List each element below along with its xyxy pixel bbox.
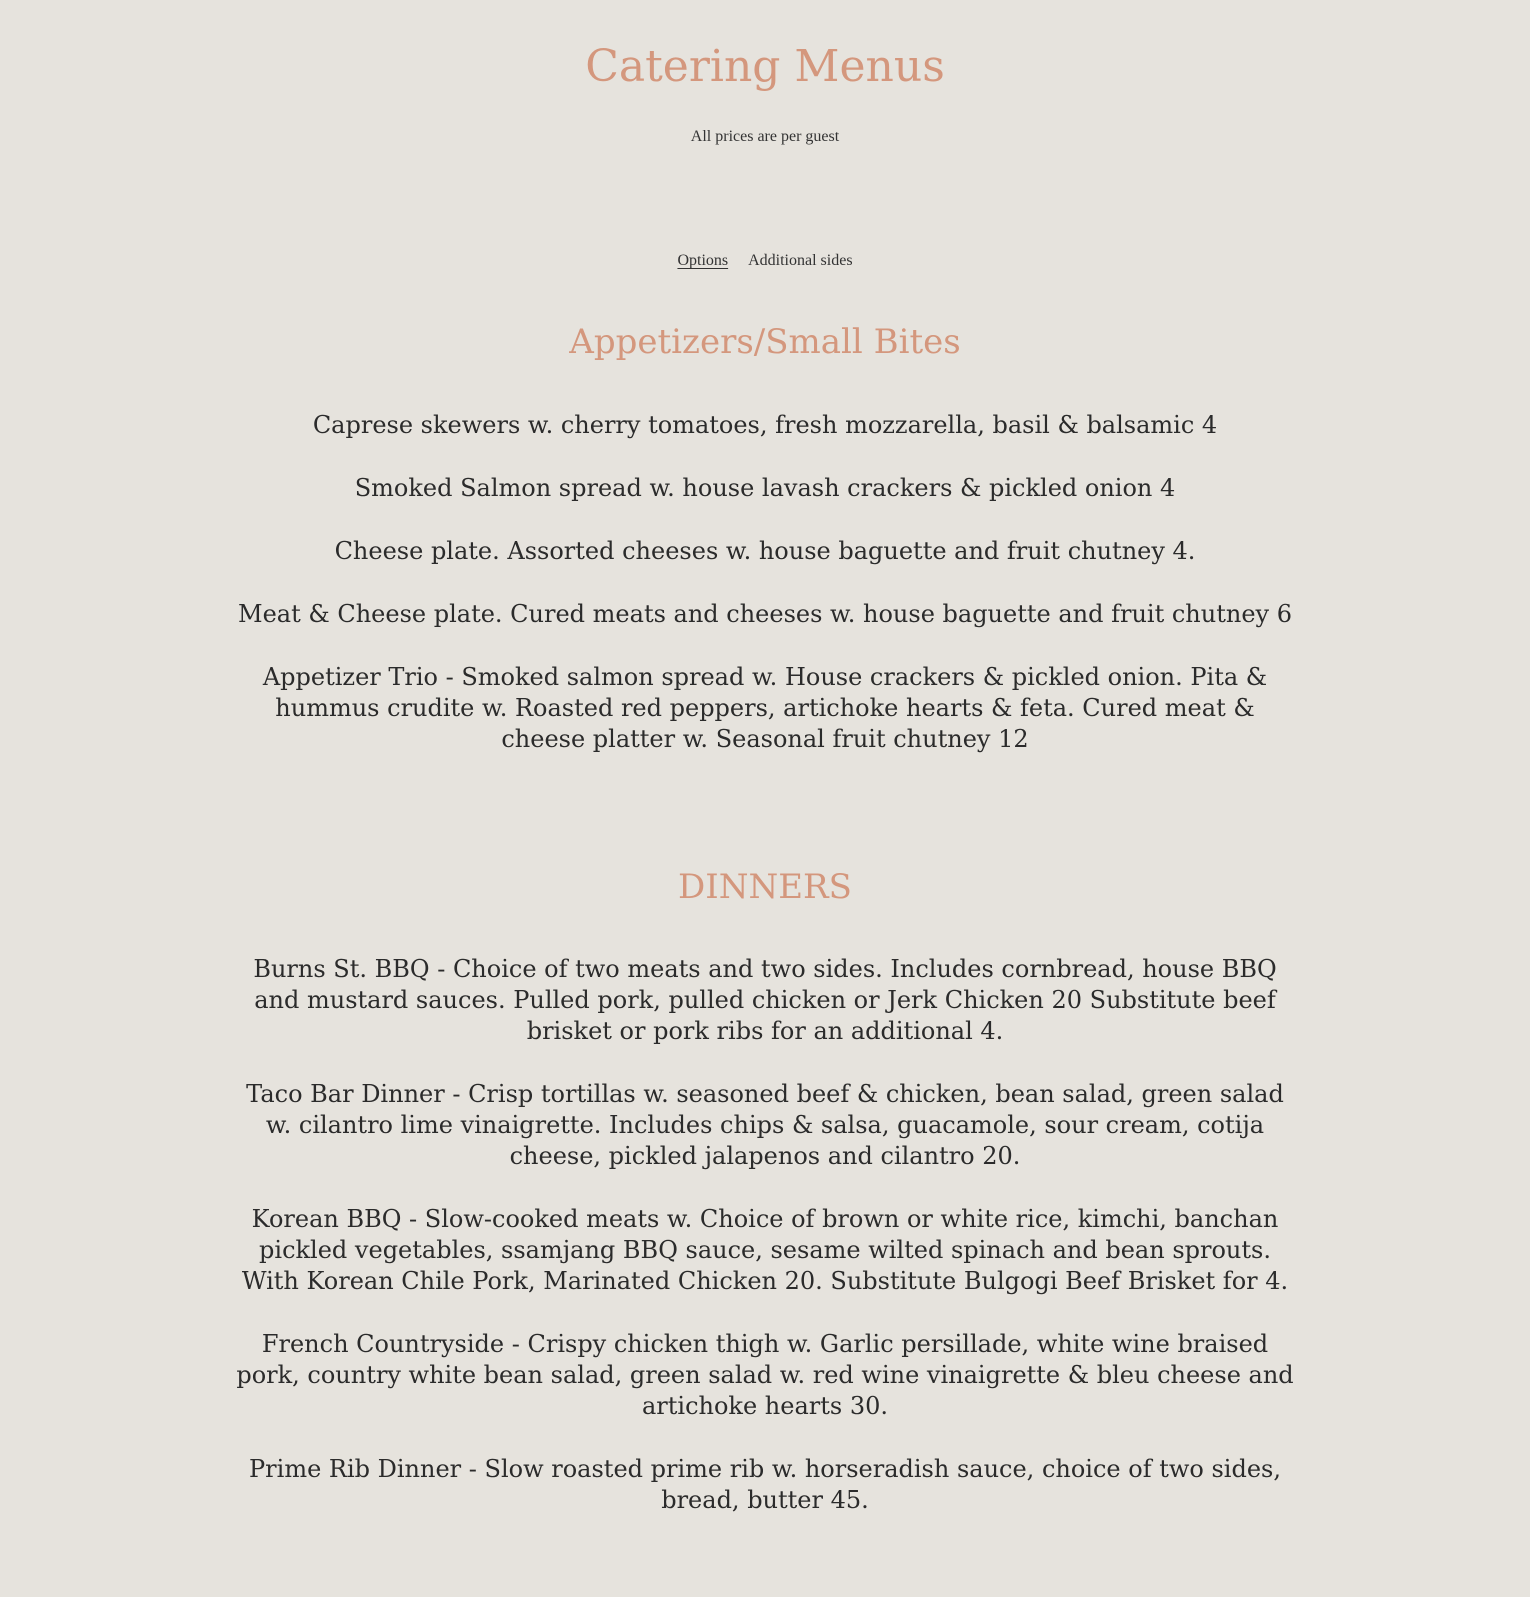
appetizers-heading: Appetizers/Small Bites [569, 322, 961, 362]
menu-item: Burns St. BBQ - Choice of two meats and two sides. Includes cornbread, house BBQ and mustard sauces. Pulled pork, pulled chicken or Jerk Chicken 20 Substitute beef brisket or pork ribs for an additional 4. [253, 955, 1277, 1045]
menu-item: Korean BBQ - Slow-cooked meats w. Choice of brown or white rice, kimchi, banchan pickled vegetables, ssamjang BBQ sauce, sesame wilted spinach and bean sprouts. With Korean Chile Pork, Marinated Chicken 20. Substitute Bulgogi Beef Brisket for 4. [241, 1205, 1289, 1295]
page-subtitle: All prices are per guest [690, 128, 840, 145]
menu-item: Cheese plate. Assorted cheeses w. house baguette and fruit chutney 4. [334, 537, 1196, 565]
menu-item: Meat & Cheese plate. Cured meats and cheeses w. house baguette and fruit chutney 6 [238, 600, 1292, 628]
menu-item: Smoked Salmon spread w. house lavash crackers & pickled onion 4 [354, 474, 1176, 502]
menu-item: Caprese skewers w. cherry tomatoes, fresh mozzarella, basil & balsamic 4 [312, 411, 1218, 439]
tab-options[interactable]: Options [677, 252, 729, 269]
menu-item: French Countryside - Crispy chicken thigh w. Garlic persillade, white wine braised pork, country white bean salad, green salad w. red wine vinaigrette & bleu cheese and artichoke hearts 30. [236, 1330, 1294, 1420]
menu-item: Taco Bar Dinner - Crisp tortillas w. seasoned beef & chicken, bean salad, green salad w. cilantro lime vinaigrette. Includes chips & salsa, guacamole, sour cream, cotija cheese, pickled jalapenos and cilantro 20. [246, 1080, 1284, 1170]
menu-item: Appetizer Trio - Smoked salmon spread w. House crackers & pickled onion. Pita & hummus crudite w. Roasted red peppers, artichoke hearts & feta. Cured meat & cheese platter w. Seasonal fruit chutney 12 [262, 663, 1268, 753]
page-title: Catering Menus [585, 41, 945, 92]
appetizers-list [235, 410, 1295, 787]
menu-tabs [0, 250, 1530, 272]
tab-additional-sides[interactable]: Additional sides [748, 252, 853, 269]
dinners-list [235, 954, 1295, 1548]
dinners-heading: DINNERS [678, 867, 852, 907]
menu-item: Prime Rib Dinner - Slow roasted prime rib w. horseradish sauce, choice of two sides, bread, butter 45. [249, 1455, 1281, 1514]
